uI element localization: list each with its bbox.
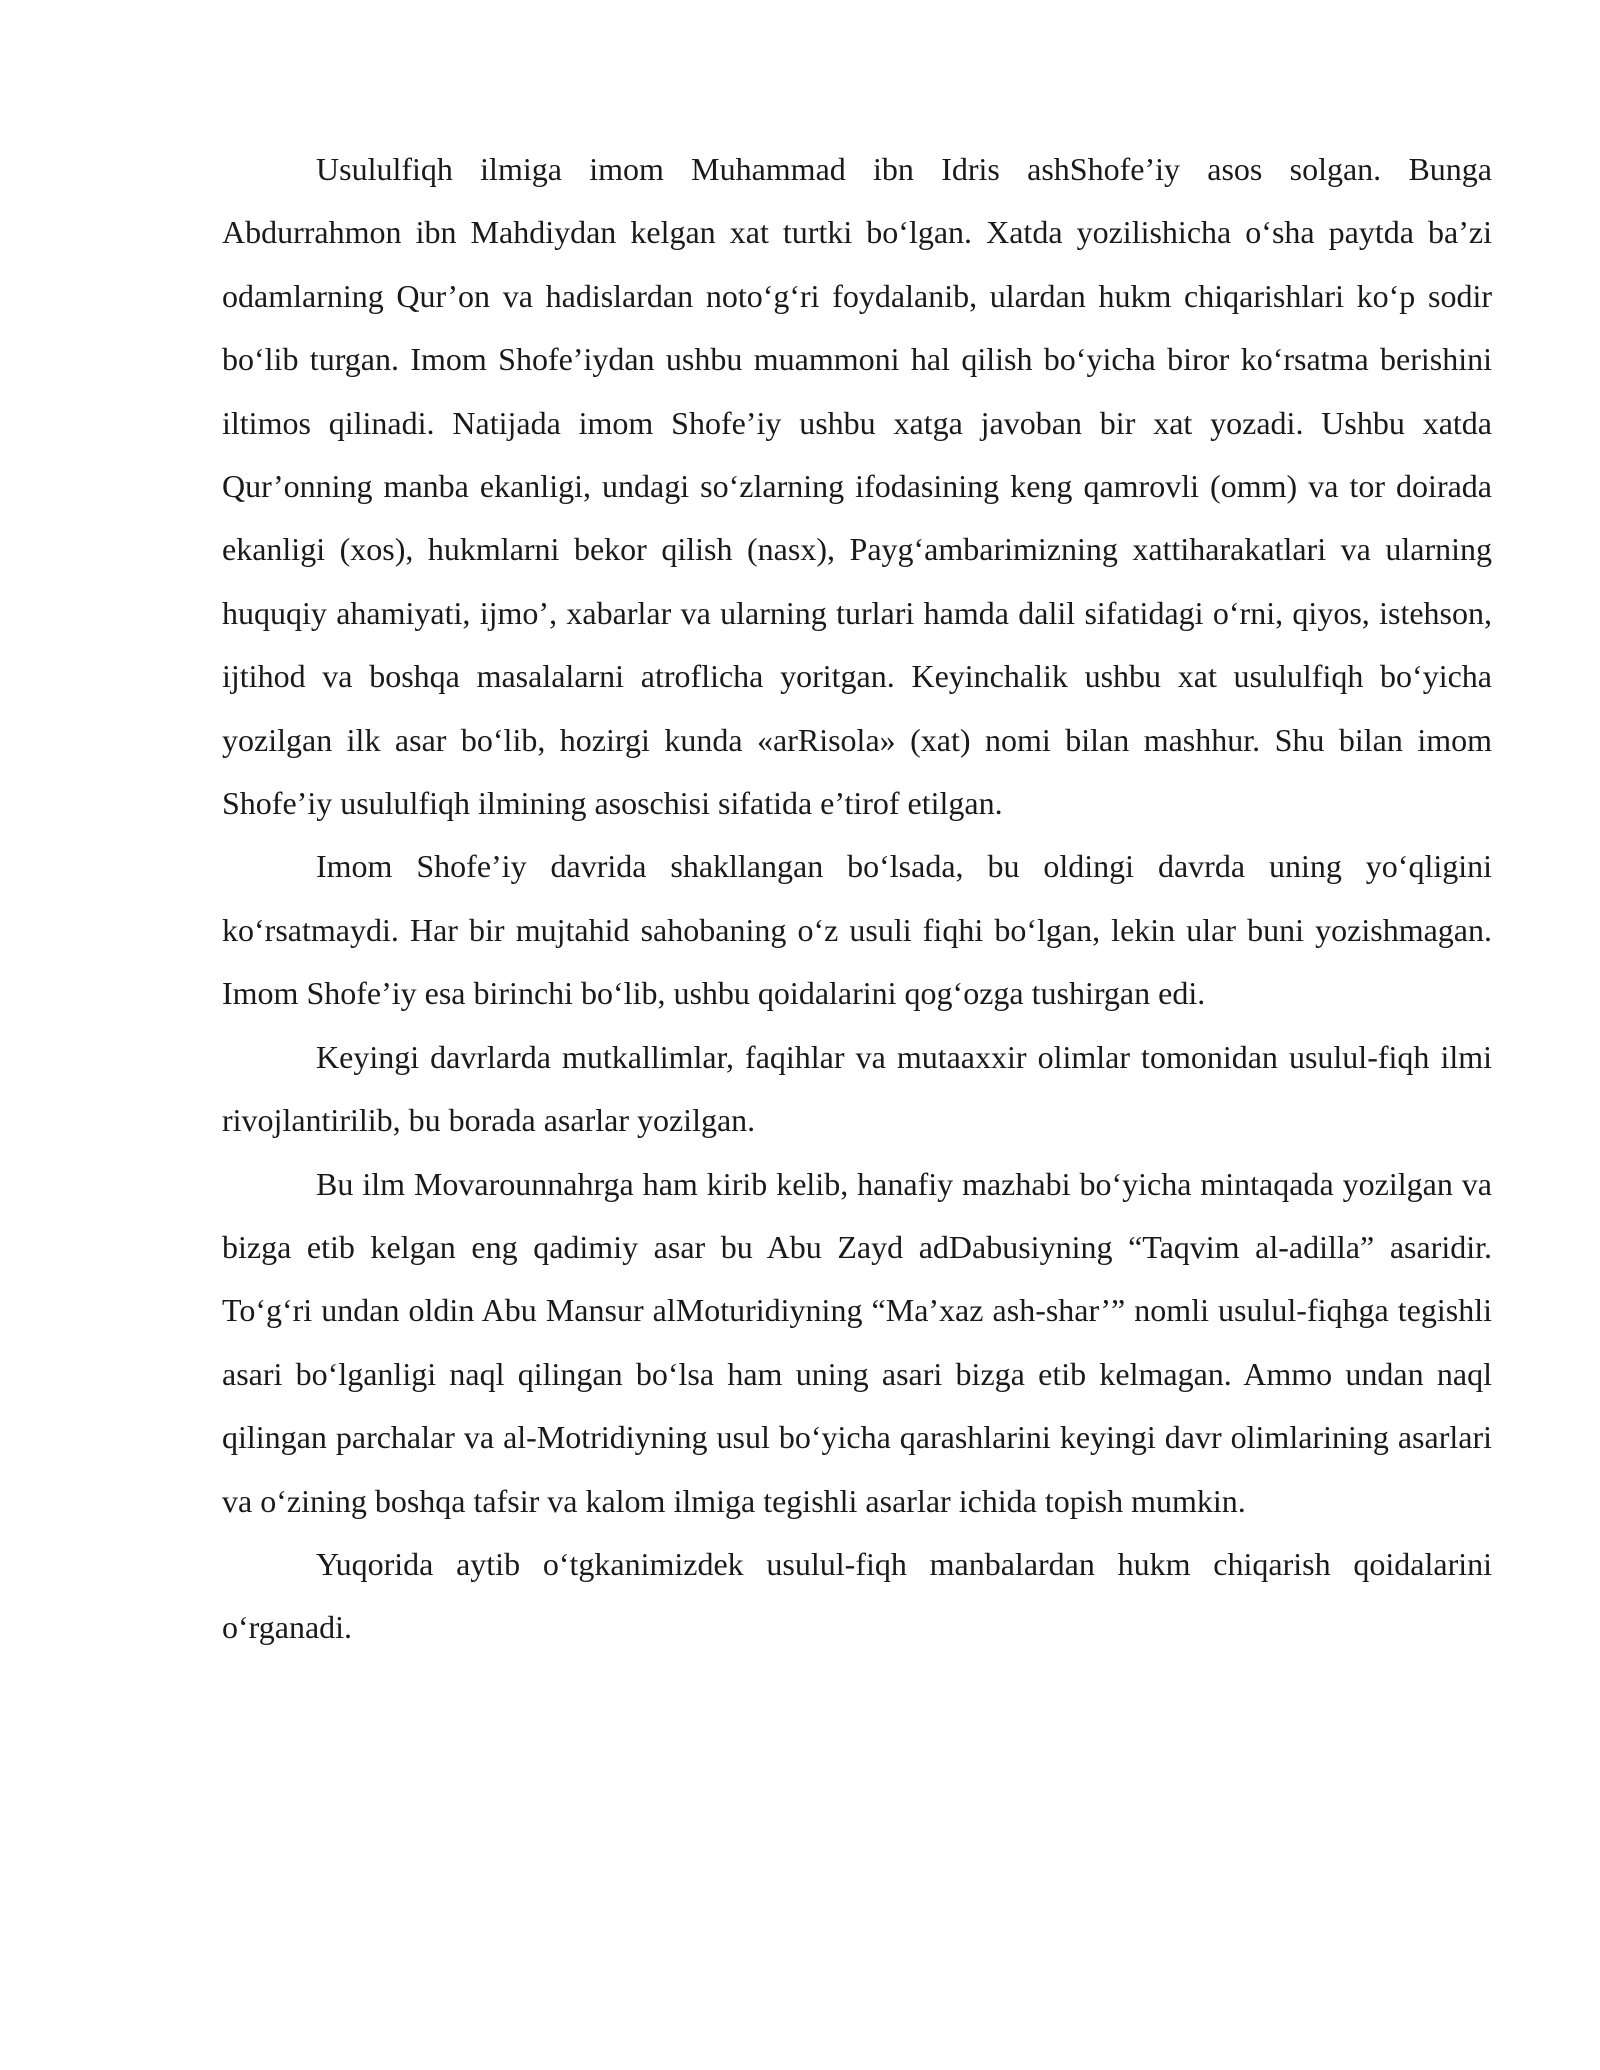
paragraph-usululfiqh-origin: Usululfiqh ilmiga imom Muhammad ibn Idris ashShofe’iy asos solgan. Bunga Abdurrahmon ibn Mahdiydan kelgan xat turtki bo‘lgan. Xatda yozilishicha o‘sha paytda ba’zi odamlarning Qur’on va hadislardan noto‘g‘ri foydalanib, ulardan hukm chiqarishlari ko‘p sodir bo‘lib turgan. Imom Shofe’iydan ushbu muammoni hal qilish bo‘yicha biror ko‘rsatma berishini iltimos qilinadi. Natijada imom Shofe’iy ushbu xatga javoban bir xat yozadi. Ushbu xatda Qur’onning manba ekanligi, undagi so‘zlarning ifodasining keng qamrovli (omm) va tor doirada ekanligi (xos), hukmlarni bekor qilish (nasx), Payg‘ambarimizning xattiharakatlari va ularning huquqiy ahamiyati, ijmo’, xabarlar va ularning turlari hamda dalil sifatidagi o‘rni, qiyos, istehson, ijtihod va boshqa masalalarni atroflicha yoritgan. Keyinchalik ushbu xat usululfiqh bo‘yicha yozilgan ilk asar bo‘lib, hozirgi kunda «arRisola» (xat) nomi bilan mashhur. Shu bilan imom Shofe’iy usululfiqh ilmining asoschisi sifatida e’tirof etilgan. bbox=[222, 151, 1492, 822]
paragraph-movarounnahr: Bu ilm Movarounnahrga ham kirib kelib, hanafiy mazhabi bo‘yicha mintaqada yozilgan va bizga etib kelgan eng qadimiy asar bu Abu Zayd adDabusiyning “Taqvim al-adilla” asaridir. To‘g‘ri undan oldin Abu Mansur alMoturidiyning “Ma’xaz ash-shar’” nomli usulul-fiqhga tegishli asari bo‘lganligi naql qilingan bo‘lsa ham uning asari bizga etib kelmagan. Ammo undan naql qilingan parchalar va al-Motridiyning usul bo‘yicha qarashlarini keyingi davr olimlarining asarlari va o‘zining boshqa tafsir va kalom ilmiga tegishli asarlar ichida topish mumkin. bbox=[222, 1165, 1492, 1519]
paragraph-conclusion: Yuqorida aytib o‘tgkanimizdek usulul-fiqh manbalardan hukm chiqarish qoidalarini o‘rganadi. bbox=[222, 1545, 1492, 1646]
document-body bbox=[222, 138, 1492, 1660]
paragraph-shofeiy-era: Imom Shofe’iy davrida shakllangan bo‘lsada, bu oldingi davrda uning yo‘qligini ko‘rsatmaydi. Har bir mujtahid sahobaning o‘z usuli fiqhi bo‘lgan, lekin ular buni yozishmagan. Imom Shofe’iy esa birinchi bo‘lib, ushbu qoidalarini qog‘ozga tushirgan edi. bbox=[222, 848, 1492, 1012]
paragraph-later-periods: Keyingi davrlarda mutkallimlar, faqihlar va mutaaxxir olimlar tomonidan usulul-fiqh ilmi rivojlantirilib, bu borada asarlar yozilgan. bbox=[222, 1038, 1492, 1139]
